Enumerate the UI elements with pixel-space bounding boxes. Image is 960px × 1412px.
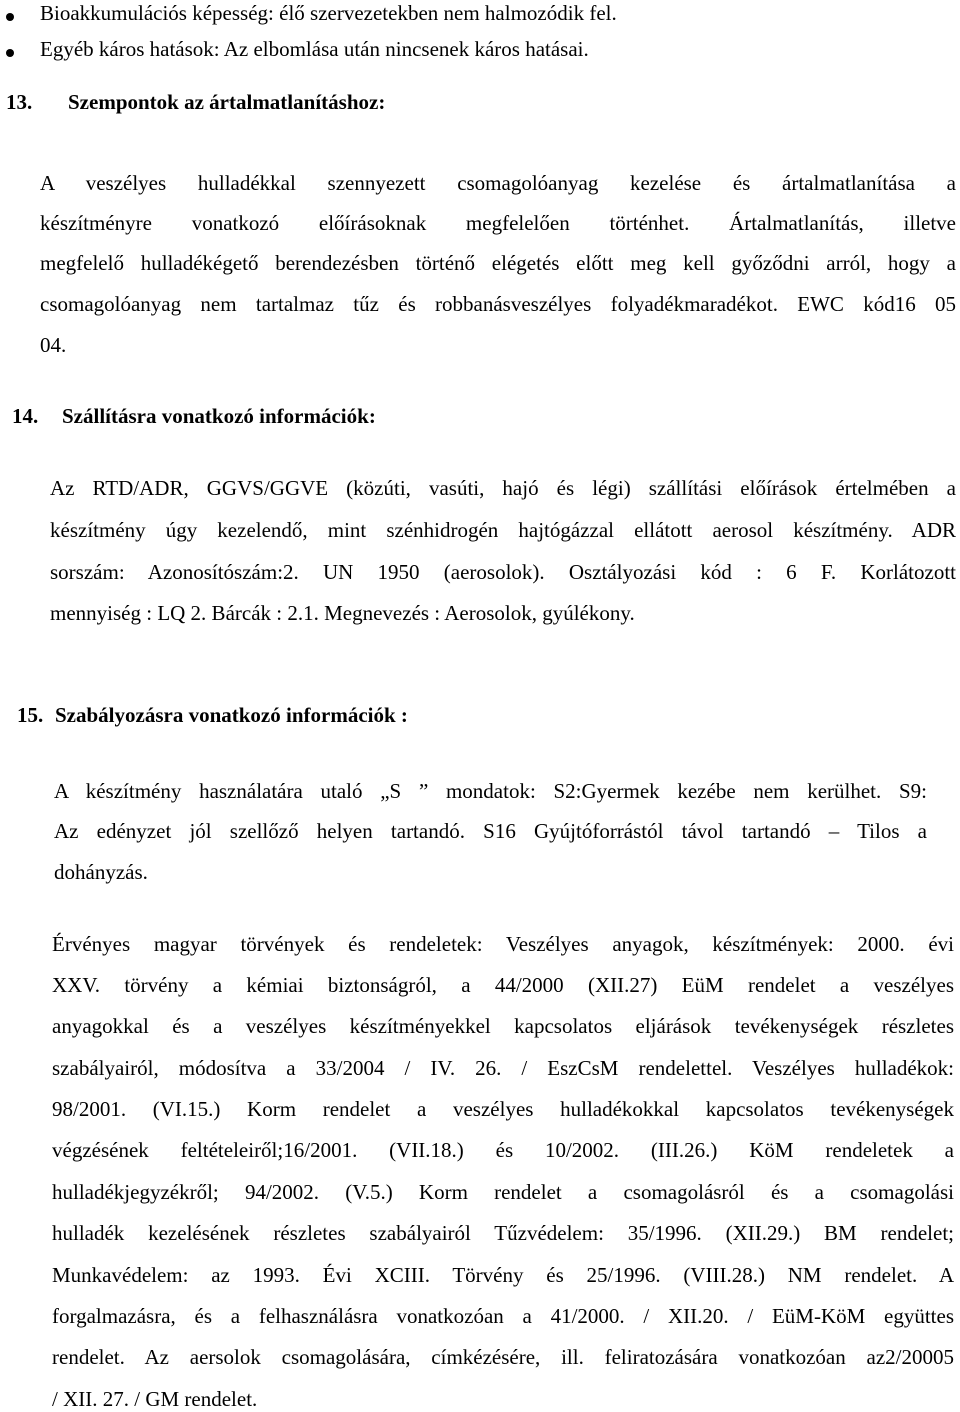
- paragraph-line: megfelelő hulladékégető berendezésben történő elégetés előtt meg kell győződni arról, hogy a: [40, 251, 956, 275]
- paragraph-line: hulladék kezelésének részletes szabályairól Tűzvédelem: 35/1996. (XII.29.) BM rendelet;: [52, 1221, 954, 1245]
- paragraph-line: mennyiség : LQ 2. Bárcák : 2.1. Megnevezés : Aerosolok, gyúlékony.: [50, 601, 635, 625]
- paragraph-line: 98/2001. (VI.15.) Korm rendelet a veszélyes hulladékokkal kapcsolatos tevékenységek: [52, 1097, 954, 1121]
- paragraph-line: Az edényzet jól szellőző helyen tartandó. S16 Gyújtóforrástól távol tartandó – Tilos a: [54, 819, 927, 843]
- paragraph-line: szabályairól, módosítva a 33/2004 / IV. 26. / EszCsM rendelettel. Veszélyes hulladékok:: [52, 1056, 954, 1080]
- paragraph-line: rendelet. Az aersolok csomagolására, címkézésére, ill. feliratozására vonatkozóan az2/20005: [52, 1345, 954, 1369]
- section-13-number: 13.: [6, 90, 33, 114]
- bullet-dot: [6, 13, 14, 21]
- paragraph-line: Az RTD/ADR, GGVS/GGVE (közúti, vasúti, hajó és légi) szállítási előírások értelmében a: [50, 476, 956, 500]
- paragraph-line: Érvényes magyar törvények és rendeletek: Veszélyes anyagok, készítmények: 2000. évi: [52, 932, 954, 956]
- section-15-number: 15.: [17, 703, 44, 727]
- bullet-item: Bioakkumulációs képesség: élő szervezetekben nem halmozódik fel.: [40, 1, 617, 25]
- bullet-item: Egyéb káros hatások: Az elbomlása után nincsenek káros hatásai.: [40, 37, 589, 61]
- paragraph-line: 04.: [40, 333, 67, 357]
- paragraph-line: dohányzás.: [54, 860, 148, 884]
- paragraph-line: csomagolóanyag nem tartalmaz tűz és robbanásveszélyes folyadékmaradékot. EWC kód16 05: [40, 292, 956, 316]
- section-14-title: Szállításra vonatkozó információk:: [62, 404, 376, 428]
- paragraph-line: XXV. törvény a kémiai biztonságról, a 44/2000 (XII.27) EüM rendelet a veszélyes: [52, 973, 954, 997]
- paragraph-line: készítményre vonatkozó előírásoknak megfelelően történhet. Ártalmatlanítás, illetve: [40, 211, 956, 235]
- bullet-dot: [6, 49, 14, 57]
- paragraph-line: Munkavédelem: az 1993. Évi XCIII. Törvény és 25/1996. (VIII.28.) NM rendelet. A: [52, 1263, 954, 1287]
- paragraph-line: végzésének feltételeiről;16/2001. (VII.18.) és 10/2002. (III.26.) KöM rendeletek a: [52, 1138, 954, 1162]
- paragraph-line: / XII. 27. / GM rendelet.: [52, 1387, 258, 1411]
- section-15-title: Szabályozásra vonatkozó információk :: [55, 703, 408, 727]
- section-14-number: 14.: [12, 404, 39, 428]
- paragraph-line: forgalmazásra, és a felhasználásra vonatkozóan a 41/2000. / XII.20. / EüM-KöM együttes: [52, 1304, 954, 1328]
- paragraph-line: anyagokkal és a veszélyes készítményekkel kapcsolatos eljárások tevékenységek részletes: [52, 1014, 954, 1038]
- paragraph-line: hulladékjegyzékről; 94/2002. (V.5.) Korm rendelet a csomagolásról és a csomagolási: [52, 1180, 954, 1204]
- paragraph-line: készítmény úgy kezelendő, mint szénhidrogén hajtógázzal ellátott aerosol készítmény. ADR: [50, 518, 956, 542]
- paragraph-line: sorszám: Azonosítószám:2. UN 1950 (aerosolok). Osztályozási kód : 6 F. Korlátozott: [50, 560, 956, 584]
- paragraph-line: A készítmény használatára utaló „S ” mondatok: S2:Gyermek kezébe nem kerülhet. S9:: [54, 779, 927, 803]
- section-13-title: Szempontok az ártalmatlanításhoz:: [68, 90, 386, 114]
- paragraph-line: A veszélyes hulladékkal szennyezett csomagolóanyag kezelése és ártalmatlanítása a: [40, 171, 956, 195]
